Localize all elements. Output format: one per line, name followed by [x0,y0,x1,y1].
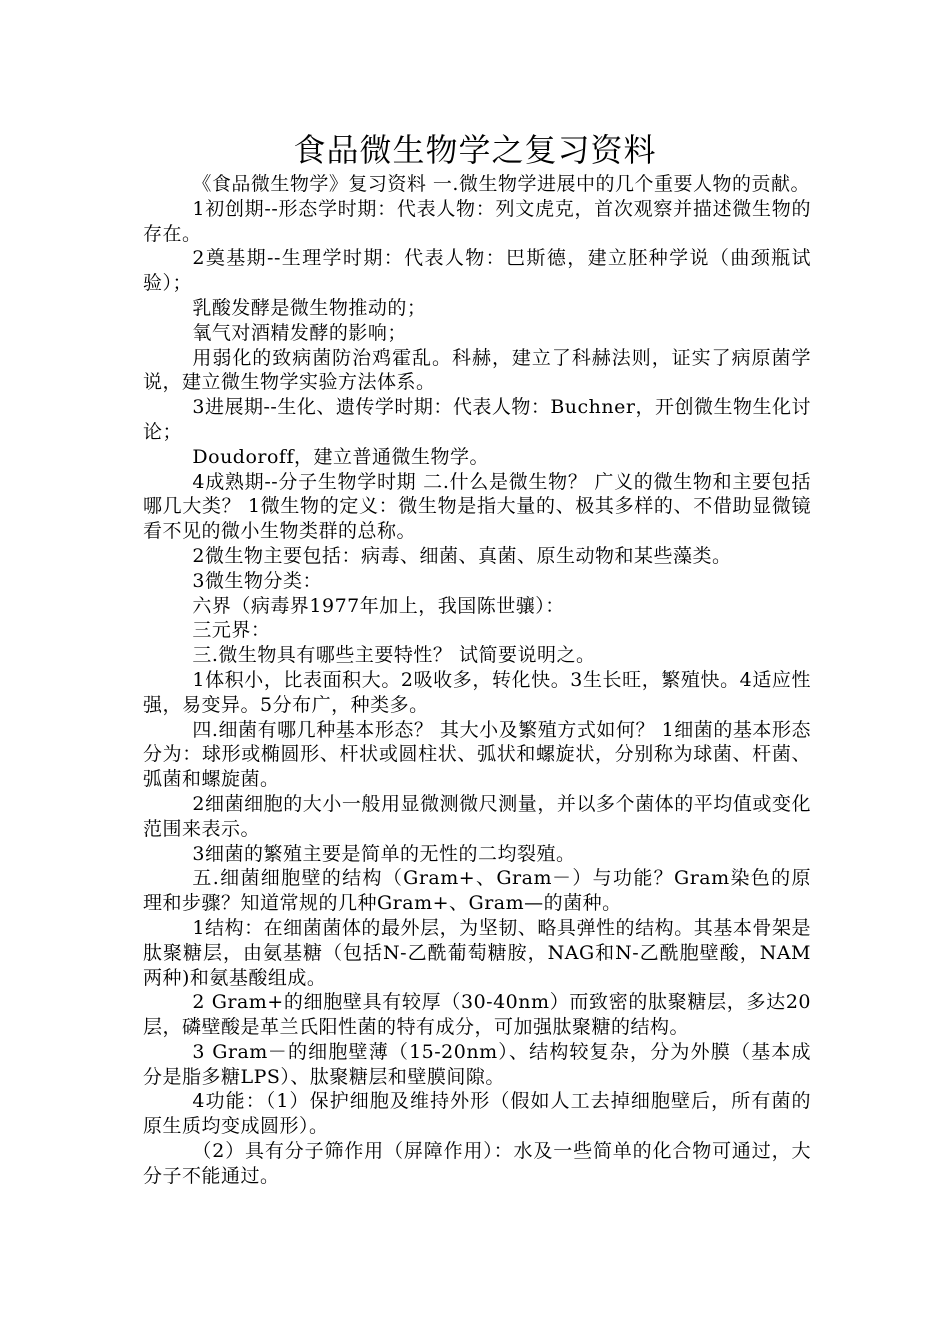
paragraph: 3细菌的繁殖主要是简单的无性的二均裂殖。 [192,842,576,865]
paragraph: 2微生物主要包括：病毒、细菌、真菌、原生动物和某些藻类。 [192,544,732,567]
paragraph: 《食品微生物学》复习资料 一.微生物学进展中的几个重要人物的贡献。 [192,173,810,195]
paragraph: 三.微生物具有哪些主要特性？ 试简要说明之。 [192,644,596,667]
paragraph: 用弱化的致病菌防治鸡霍乱。科赫，建立了科赫法则，证实了病原菌学说，建立微生物学实验方法体系。 [143,346,811,394]
paragraph: 乳酸发酵是微生物推动的； [192,296,427,319]
paragraph: 4功能：（1）保护细胞及维持外形（假如人工去掉细胞壁后，所有菌的原生质均变成圆形）。 [143,1090,811,1138]
paragraph: 六界（病毒界1977年加上，我国陈世骧）： [192,594,565,617]
paragraph: 4成熟期--分子生物学时期 二.什么是微生物？ 广义的微生物和主要包括哪几大类？ 1微生物的定义：微生物是指大量的、极其多样的、不借助显微镜看不见的微小生物类群的总称。 [143,470,811,543]
paragraph: 氧气对酒精发酵的影响； [192,321,407,344]
paragraph: 三元界： [192,619,271,642]
document-body [143,172,811,1189]
paragraph: 2奠基期--生理学时期：代表人物：巴斯德，建立胚种学说（曲颈瓶试验）； [143,247,811,295]
paragraph: （2）具有分子筛作用（屏障作用）：水及一些简单的化合物可通过，大分子不能通过。 [143,1140,811,1187]
paragraph: Doudoroff，建立普通微生物学。 [192,445,489,468]
paragraph: 3微生物分类： [192,569,322,592]
paragraph: 2细菌细胞的大小一般用显微测微尺测量，并以多个菌体的平均值或变化范围来表示。 [143,792,811,840]
paragraph: 1结构：在细菌菌体的最外层，为坚韧、略具弹性的结构。其基本骨架是肽聚糖层，由氨基糖（包括N-乙酰葡萄糖胺，NAG和N-乙酰胞壁酸，NAM两种)和氨基酸组成。 [143,916,811,989]
paragraph: 3进展期--生化、遗传学时期：代表人物：Buchner，开创微生物生化讨论； [143,396,811,443]
paragraph: 1初创期--形态学时期：代表人物：列文虎克，首次观察并描述微生物的存在。 [143,197,811,245]
paragraph: 2 Gram+的细胞壁具有较厚（30-40nm）而致密的肽聚糖层，多达20层，磷壁酸是革兰氏阳性菌的特有成分，可加强肽聚糖的结构。 [143,991,811,1039]
paragraph: 3 Gram－的细胞壁薄（15-20nm）、结构较复杂，分为外膜（基本成分是脂多糖LPS）、肽聚糖层和壁膜间隙。 [143,1040,811,1088]
paragraph: 四.细菌有哪几种基本形态？ 其大小及繁殖方式如何？ 1细菌的基本形态分为：球形或椭圆形、杆状或圆柱状、弧状和螺旋状，分别称为球菌、杆菌、弧菌和螺旋菌。 [143,718,811,791]
paragraph: 五.细菌细胞壁的结构（Gram+、Gram－）与功能？Gram染色的原理和步骤？知道常规的几种Gram+、Gram—的菌种。 [143,867,811,915]
paragraph: 1体积小，比表面积大。2吸收多，转化快。3生长旺，繁殖快。4适应性强，易变异。5分布广，种类多。 [143,668,811,716]
document-title: 食品微生物学之复习资料 [293,131,657,169]
